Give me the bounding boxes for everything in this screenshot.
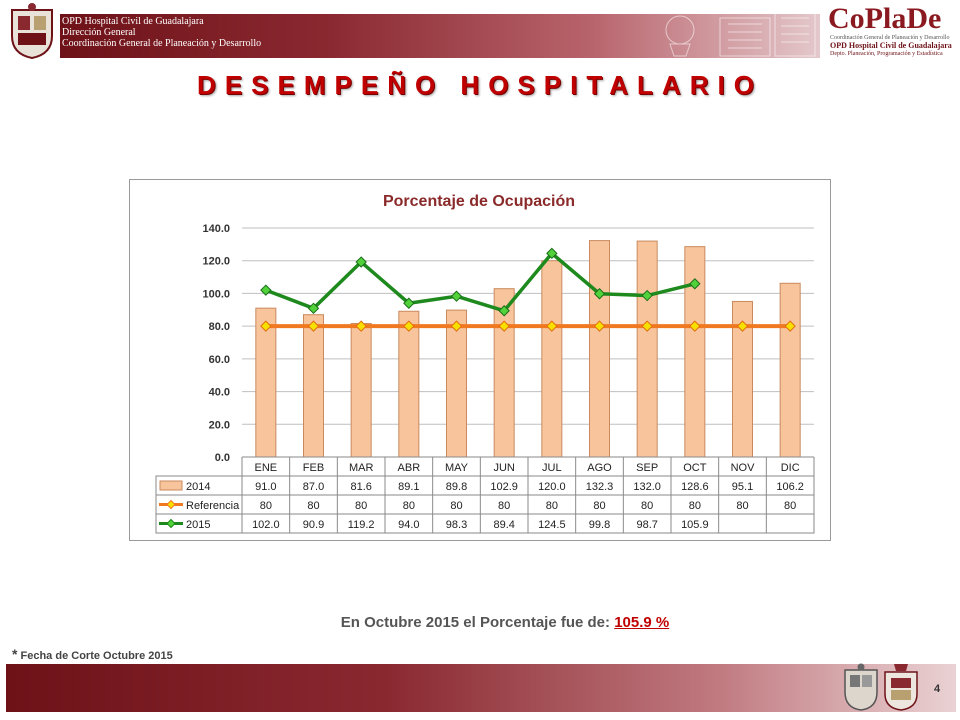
bar [303,315,323,457]
series-line [266,253,695,310]
category-label: FEB [302,462,325,474]
y-tick-label: 40.0 [208,386,230,399]
category-label: AGO [587,462,612,474]
legend-label: Referencia [186,500,240,512]
data-label: 80 [355,500,368,512]
legend-label: 2015 [186,519,211,531]
y-tick-label: 20.0 [208,419,230,432]
data-label: 80 [736,500,749,512]
data-label: 87.0 [302,481,325,493]
data-label: 99.8 [588,519,611,531]
header-line: Dirección General [62,27,136,38]
y-tick-label: 0.0 [214,452,230,464]
footnote-star: * [12,646,18,662]
category-label: JUN [493,462,515,474]
data-label: 120.0 [538,481,566,493]
bar [446,310,466,457]
category-label: JUL [542,462,562,474]
data-label: 128.6 [681,481,709,493]
data-label: 89.1 [398,481,420,493]
bar [542,261,562,457]
legend-key [167,501,175,509]
y-tick-label: 80.0 [208,321,230,334]
legend-key [160,481,182,490]
footer-bar [6,664,956,712]
bar [589,241,609,457]
y-tick-label: 60.0 [208,353,230,366]
point-marker [452,291,462,301]
coplade-logo-text: CoPlaDe [828,2,942,35]
brand-line: OPD Hospital Civil de Guadalajara [830,41,952,50]
crest-icon [842,662,880,712]
legend-label: 2014 [186,481,211,493]
brand-line: Depto. Planeación, Programación y Estadística [830,51,943,57]
brand-line: Coordinación General de Planeación y Desarrollo [830,35,950,41]
data-label: 80 [450,500,463,512]
data-label: 80 [259,500,272,512]
university-crest-icon [882,662,920,712]
header-line: Coordinación General de Planeación y Desarrollo [62,38,262,49]
data-label: 102.9 [490,481,518,493]
footnote-text: Fecha de Corte Octubre 2015 [17,650,173,662]
data-label: 132.0 [633,481,661,493]
data-label: 80 [545,500,558,512]
data-label: 132.3 [585,481,614,493]
data-label: 80 [593,500,606,512]
data-label: 80 [784,500,797,512]
page-number: 4 [934,683,941,695]
caption-prefix: En Octubre 2015 el Porcentaje fue de: [340,614,615,631]
data-label: 81.6 [350,481,372,493]
data-label: 94.0 [398,519,420,531]
data-label: 80 [688,500,701,512]
category-label: ABR [397,462,421,474]
data-label: 98.3 [445,519,468,531]
data-label: 89.8 [445,481,468,493]
y-tick-label: 120.0 [202,255,230,268]
data-label: 105.9 [681,519,709,531]
y-tick-label: 100.0 [202,288,230,301]
data-label: 80 [402,500,415,512]
category-label: DIC [780,462,800,474]
data-label: 91.0 [255,481,277,493]
category-label: OCT [683,462,707,474]
bar [351,324,371,457]
caption-value: 105.9 % [614,614,670,631]
data-label: 80 [641,500,654,512]
header-line: OPD Hospital Civil de Guadalajara [62,16,204,27]
data-label: 102.0 [252,519,280,531]
data-label: 80 [498,500,511,512]
bar [637,241,657,457]
legend-key [167,520,175,528]
data-label: 95.1 [731,481,754,493]
y-tick-label: 140.0 [202,223,230,235]
chart-title: Porcentaje de Ocupación [382,193,576,210]
category-label: ENE [254,462,278,474]
data-label: 90.9 [302,519,325,531]
caption [0,614,960,631]
data-label: 124.5 [538,519,566,531]
data-label: 80 [307,500,320,512]
bar [399,311,419,457]
footnote [12,646,173,662]
data-label: 106.2 [776,481,804,493]
category-label: SEP [636,462,659,474]
data-label: 89.4 [493,519,515,531]
bar [780,283,800,457]
category-label: MAY [444,462,469,474]
page-title: DESEMPEÑO HOSPITALARIO [197,70,763,100]
data-label: 98.7 [636,519,658,531]
data-label: 119.2 [347,519,375,531]
category-label: NOV [730,462,755,474]
category-label: MAR [348,462,374,474]
